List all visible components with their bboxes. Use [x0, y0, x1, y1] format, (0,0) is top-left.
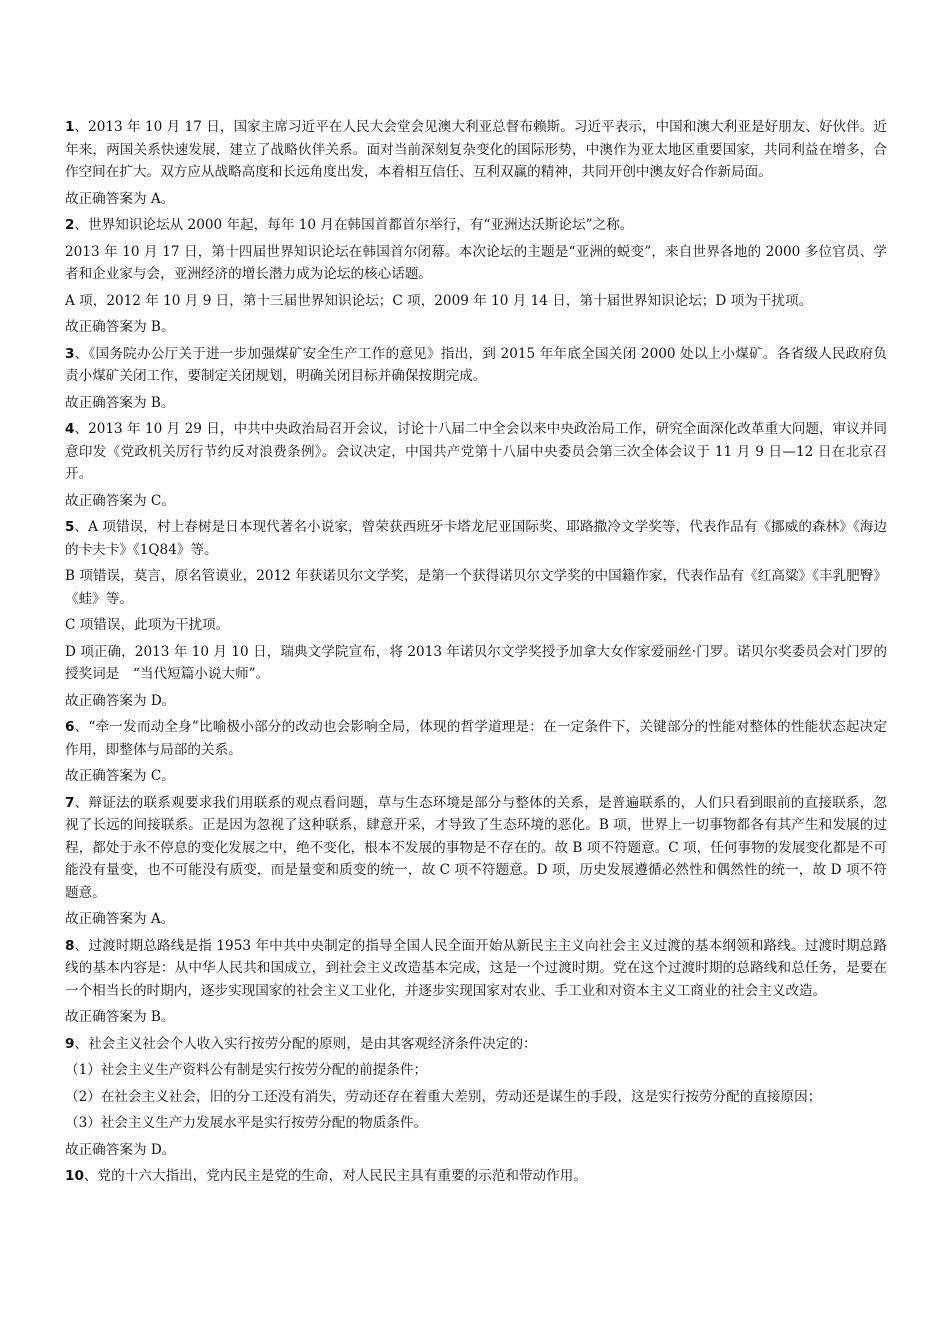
question-number: 9 — [65, 1035, 75, 1052]
paragraph-text: 2013 年 10 月 17 日，第十四届世界知识论坛在韩国首尔闭幕。本次论坛的主题是“亚洲的蜕变”，来自世界各地的 2000 多位官员、学者和企业家与会，亚洲经济的增长潜力成为论坛的核心话题。 — [65, 243, 887, 282]
question-first-paragraph — [65, 418, 887, 486]
question-number: 10 — [65, 1168, 84, 1184]
paragraph-text: （2）在社会主义社会，旧的分工还没有消失，劳动还存在着重大差别，劳动还是谋生的手段，这是实行按劳分配的直接原因； — [65, 1088, 822, 1105]
question-number-separator: 、 — [74, 217, 89, 233]
answer-line: 故正确答案为 A。 — [65, 911, 175, 927]
paragraph-text: C 项错误，此项为干扰项。 — [65, 617, 230, 633]
question-first-paragraph — [65, 516, 887, 561]
question-number: 4 — [65, 421, 75, 437]
question-paragraph — [65, 641, 887, 686]
question-number-separator: 、 — [74, 794, 89, 811]
question-number-separator: 、 — [74, 1035, 89, 1052]
question-number-separator: 、 — [74, 345, 89, 362]
paragraph-text: 辩证法的联系观要求我们用联系的观点看问题，草与生态环境是部分与整体的关系，是普遍联系的，人们只看到眼前的直接联系，忽视了长远的间接联系。正是因为忽视了这种联系，肆意开采，才导致了生态环境的恶化。B 项，世界上一切事物都各有其产生和发展的过程，都处于永不停息的变化发展之中，绝不变化，根本不发展的事物是不存在的。故 B 项不符题意。C 项，任何事物的发展变化都是不可能没有量变，也不可能没有质变，而是量变和质变的统一，故 C 项不符题意。D 项，历史发展遵循必然性和偶然性的统一，故 D 项不符题意。 — [65, 794, 887, 901]
question-item — [65, 716, 887, 788]
question-first-paragraph — [65, 214, 887, 237]
question-number-separator: 、 — [74, 937, 89, 954]
answer-line: 故正确答案为 D。 — [65, 692, 176, 709]
paragraph-text: 世界知识论坛从 2000 年起，每年 10 月在韩国首都首尔举行，有“亚洲达沃斯论坛”之称。 — [88, 217, 634, 233]
question-item — [65, 418, 887, 512]
paragraph-text: 党的十六大指出，党内民主是党的生命，对人民民主具有重要的示范和带动作用。 — [97, 1168, 587, 1184]
question-number: 2 — [65, 217, 75, 233]
answer-line: 故正确答案为 A。 — [65, 190, 175, 207]
question-item — [65, 116, 887, 210]
paragraph-text: A 项错误，村上春树是日本现代著名小说家，曾荣获西班牙卡塔龙尼亚国际奖、耶路撒冷文学奖等，代表作品有《挪威的森林》《海边的卡夫卡》《1Q84》等。 — [65, 519, 887, 558]
question-number: 6 — [65, 719, 75, 735]
paragraph-text: 2013 年 10 月 17 日，国家主席习近平在人民大会堂会见澳大利亚总督布赖斯。习近平表示，中国和澳大利亚是好朋友、好伙伴。近年来，两国关系快速发展，建立了战略伙伴关系。面对当前深刻复杂变化的国际形势，中澳作为亚太地区重要国家，共同利益在增多，合作空间在扩大。双方应从战略高度和长远角度出发，本着相互信任、互利双赢的精神，共同开创中澳友好合作新局面。 — [65, 119, 887, 180]
paragraph-text: 《国务院办公厅关于进一步加强煤矿安全生产工作的意见》指出，到 2015 年年底全国关闭 2000 处以上小煤矿。各省级人民政府负责小煤矿关闭工作，要制定关闭规划，明确关闭目标并确保按期完成。 — [65, 345, 888, 384]
question-item — [65, 792, 887, 931]
question-first-paragraph — [65, 1033, 887, 1056]
paragraph-text: A 项，2012 年 10 月 9 日，第十三届世界知识论坛；C 项，2009 年 10 月 14 日，第十届世界知识论坛；D 项为干扰项。 — [65, 292, 813, 309]
question-first-paragraph — [65, 935, 887, 1003]
question-first-paragraph — [65, 116, 887, 184]
question-paragraph — [65, 290, 887, 313]
paragraph-text: 社会主义社会个人收入实行按劳分配的原则，是由其客观经济条件决定的： — [88, 1035, 537, 1052]
question-number-separator: 、 — [74, 421, 89, 437]
question-first-paragraph — [65, 792, 887, 905]
answer-line: 故正确答案为 D。 — [65, 1141, 176, 1158]
question-first-paragraph — [65, 343, 887, 388]
question-number-separator: 、 — [74, 119, 89, 135]
question-number-separator: 、 — [74, 519, 89, 535]
question-paragraph — [65, 1112, 887, 1135]
answer-line: 故正确答案为 B。 — [65, 1009, 175, 1025]
question-paragraph — [65, 1059, 887, 1082]
answer-line: 故正确答案为 C。 — [65, 768, 175, 784]
question-number: 8 — [65, 937, 75, 954]
paragraph-text: （3）社会主义生产力发展水平是实行按劳分配的物质条件。 — [65, 1115, 428, 1131]
question-paragraph — [65, 1086, 887, 1109]
question-paragraph — [65, 241, 887, 286]
question-number: 5 — [65, 519, 75, 535]
document-page — [65, 116, 887, 1192]
question-number: 1 — [65, 119, 75, 135]
answer-line: 故正确答案为 C。 — [65, 492, 175, 509]
question-item — [65, 1033, 887, 1162]
paragraph-text: 过渡时期总路线是指 1953 年中共中央制定的指导全国人民全面开始从新民主主义向社会主义过渡的基本纲领和路线。过渡时期总路线的基本内容是：从中华人民共和国成立，到社会主义改造基本完成，这是一个过渡时期。党在这个过渡时期的总路线和总任务，是要在一个相当长的时期内，逐步实现国家的社会主义工业化，并逐步实现国家对农业、手工业和对资本主义工商业的社会主义改造。 — [65, 937, 888, 999]
paragraph-text: （1）社会主义生产资料公有制是实行按劳分配的前提条件； — [65, 1062, 428, 1078]
question-number: 3 — [65, 345, 75, 362]
paragraph-text: 2013 年 10 月 29 日，中共中央政治局召开会议，讨论十八届二中全会以来中央政治局工作，研究全面深化改革重大问题，审议并同意印发《党政机关厉行节约反对浪费条例》。会议决定，中国共产党第十八届中央委员会第三次全体会议于 11 月 9 日—12 日在北京召开。 — [65, 421, 887, 482]
question-item — [65, 214, 887, 339]
question-item — [65, 935, 887, 1029]
question-first-paragraph — [65, 1165, 887, 1188]
paragraph-text: D 项正确，2013 年 10 月 10 日，瑞典文学院宣布，将 2013 年诺贝尔文学奖授予加拿大女作家爱丽丝·门罗。诺贝尔奖委员会对门罗的授奖词是 “当代短篇小说大师”。 — [65, 643, 887, 682]
paragraph-text: B 项错误，莫言，原名管谟业，2012 年获诺贝尔文学奖，是第一个获得诺贝尔文学奖的中国籍作家，代表作品有《红高粱》《丰乳肥臀》《蛙》等。 — [65, 568, 887, 607]
question-paragraph — [65, 614, 887, 637]
question-number-separator: 、 — [74, 719, 89, 735]
question-paragraph — [65, 565, 887, 610]
question-item — [65, 516, 887, 712]
question-item — [65, 1165, 887, 1188]
paragraph-text: “牵一发而动全身”比喻极小部分的改动也会影响全局，体现的哲学道理是：在一定条件下，关键部分的性能对整体的性能状态起决定作用，即整体与局部的关系。 — [65, 719, 887, 758]
question-first-paragraph — [65, 716, 887, 761]
answer-line: 故正确答案为 B。 — [65, 319, 175, 335]
question-number-separator: 、 — [83, 1168, 98, 1184]
answer-line: 故正确答案为 B。 — [65, 394, 175, 411]
question-number: 7 — [65, 794, 75, 811]
question-item — [65, 343, 887, 415]
